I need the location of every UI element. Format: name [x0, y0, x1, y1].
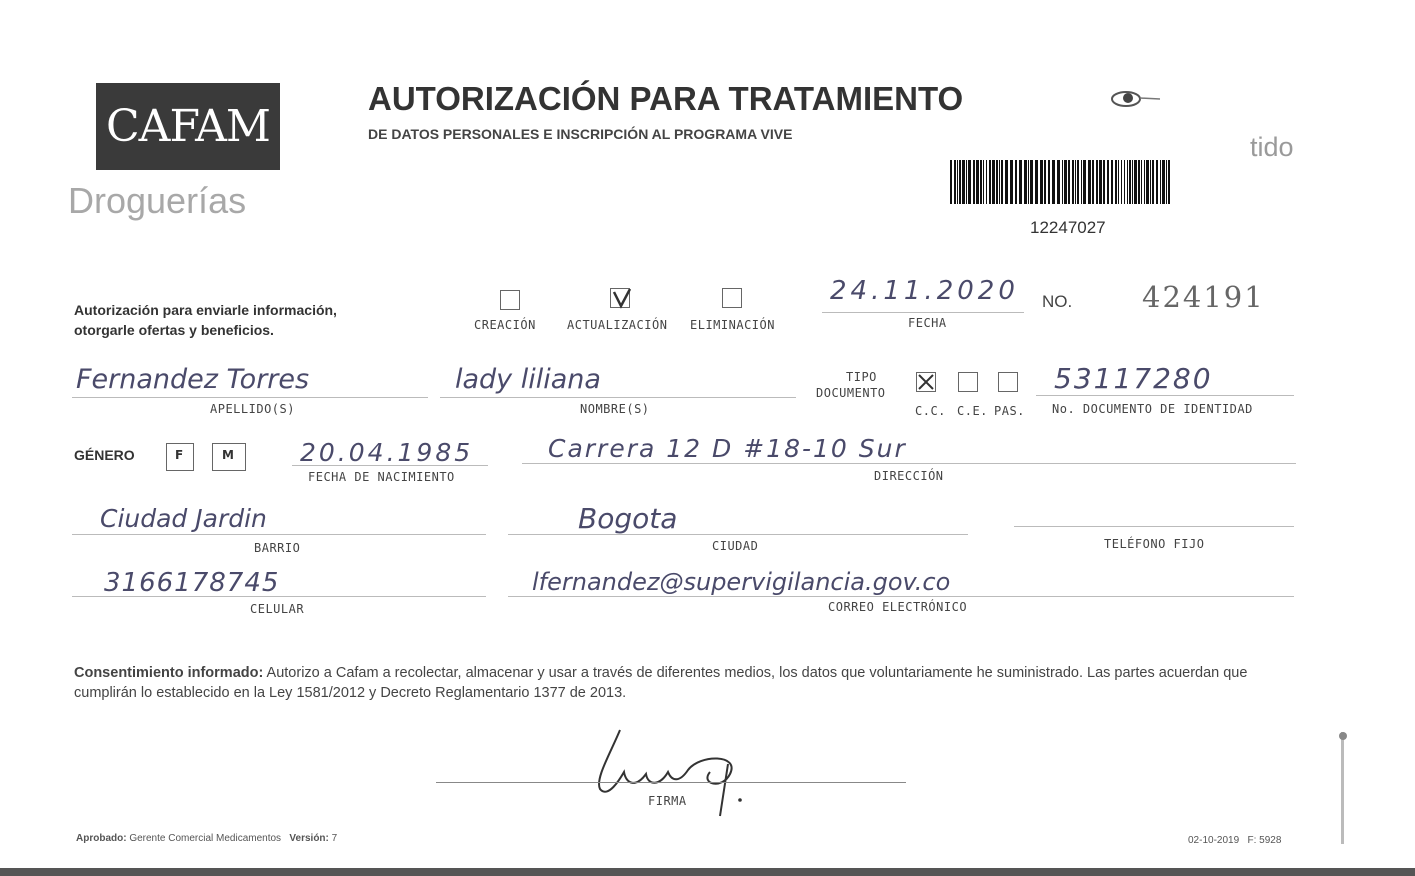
name-line [440, 397, 796, 398]
barcode-bar [989, 160, 991, 204]
barcode-bar [1134, 160, 1137, 204]
phone-line [1014, 526, 1294, 527]
bottom-edge-border [0, 868, 1415, 876]
checkbox-eliminacion[interactable] [722, 288, 742, 308]
barcode-bar [1111, 160, 1113, 204]
barcode-bar [1129, 160, 1131, 204]
barcode-bar [1160, 160, 1161, 204]
barcode-bar [1118, 160, 1119, 204]
footer-form-code: F: 5928 [1247, 835, 1282, 846]
barcode-bar [1052, 160, 1055, 204]
checkbox-cc[interactable] [916, 372, 936, 392]
address-label: DIRECCIÓN [874, 469, 944, 483]
barcode-bar [1083, 160, 1086, 204]
barcode-bar [1092, 160, 1094, 204]
barcode-bar [1103, 160, 1105, 204]
consent-title: Consentimiento informado: [74, 665, 264, 681]
barcode-bar [1077, 160, 1079, 204]
form-subtitle: DE DATOS PERSONALES E INSCRIPCIÓN AL PROGRAMA VIVE [368, 126, 793, 142]
barcode-bar [1024, 160, 1027, 204]
label-creacion: CREACIÓN [474, 318, 536, 332]
barcode-bar [1156, 160, 1158, 204]
barcode-bar [1141, 160, 1142, 204]
checkbox-creacion[interactable] [500, 290, 520, 310]
barcode-bar [1088, 160, 1091, 204]
authorization-label-line2: otorgarle ofertas y beneficios. [74, 322, 274, 338]
brand-name: Droguerías [68, 180, 247, 221]
barcode-bar [1044, 160, 1046, 204]
barcode-bar [1072, 160, 1074, 204]
barcode-bar [1099, 160, 1102, 204]
barcode-number: 12247027 [1030, 218, 1106, 237]
address-value[interactable]: Carrera 12 D #18-10 Sur [548, 434, 907, 463]
barcode-bar [1068, 160, 1070, 204]
barcode-bar [1015, 160, 1017, 204]
barcode-bar [1028, 160, 1029, 204]
barcode-bar [1001, 160, 1003, 204]
barcode-bar [950, 160, 952, 204]
birth-value[interactable]: 20.04.1985 [300, 438, 474, 467]
barcode-bar [996, 160, 998, 204]
barrio-label: BARRIO [254, 541, 301, 555]
barcode-bar [976, 160, 979, 204]
eye-logo-icon [1104, 88, 1164, 110]
barrio-line [72, 534, 486, 535]
cell-value[interactable]: 3166178745 [104, 568, 280, 598]
barcode-bar [1127, 160, 1128, 204]
barcode-bar [959, 160, 961, 204]
address-line [522, 463, 1296, 464]
barcode-bar [1132, 160, 1133, 204]
name-value[interactable]: lady liliana [455, 364, 601, 395]
gender-m-label: M [222, 448, 234, 462]
barcode-bar [986, 160, 987, 204]
barcode-bar [1107, 160, 1109, 204]
barcode-bar [999, 160, 1000, 204]
birth-label: FECHA DE NACIMIENTO [308, 470, 455, 484]
label-cc: C.C. [915, 404, 946, 418]
barrio-value[interactable]: Ciudad Jardin [100, 504, 267, 533]
barcode-bar [1019, 160, 1022, 204]
barcode-bar [1138, 160, 1140, 204]
birth-line [292, 465, 488, 466]
checkbox-ce[interactable] [958, 372, 978, 392]
name-label: NOMBRE(S) [580, 402, 650, 416]
side-print-mark [1335, 728, 1351, 848]
surname-label: APELLIDO(S) [210, 402, 295, 416]
label-ce: C.E. [957, 404, 988, 418]
form-title: AUTORIZACIÓN PARA TRATAMIENTO [368, 80, 964, 117]
barcode-bar [962, 160, 965, 204]
barcode [948, 160, 1174, 204]
barcode-bar [992, 160, 995, 204]
email-label: CORREO ELECTRÓNICO [828, 600, 968, 614]
barcode-bar [1057, 160, 1060, 204]
x-mark-icon [917, 373, 935, 391]
date-label: FECHA [908, 316, 947, 330]
consent-paragraph [74, 663, 1294, 703]
barcode-bar [1096, 160, 1098, 204]
label-pas: PAS. [994, 404, 1025, 418]
barcode-bar [1040, 160, 1043, 204]
check-mark-icon [611, 289, 631, 309]
cell-label: CELULAR [250, 602, 305, 616]
city-value[interactable]: Bogota [578, 502, 678, 535]
barcode-bar [1062, 160, 1063, 204]
doc-type-label-2: DOCUMENTO [816, 386, 886, 400]
date-value: 24.11.2020 [830, 276, 1019, 306]
barcode-bar [973, 160, 975, 204]
footer-date-code: 02-10-2019 [1188, 835, 1240, 846]
signature-line [436, 782, 906, 783]
doc-number-value[interactable]: 53117280 [1054, 362, 1213, 395]
barcode-bar [957, 160, 958, 204]
barcode-bar [1152, 160, 1154, 204]
barcode-bar [1081, 160, 1082, 204]
barcode-bar [966, 160, 967, 204]
barcode-bar [1166, 160, 1167, 204]
barcode-bar [1030, 160, 1033, 204]
gender-label: GÉNERO [74, 447, 135, 463]
barcode-bar [1168, 160, 1170, 204]
footer-approved [76, 833, 337, 844]
barcode-bar [1075, 160, 1076, 204]
barcode-bar [1150, 160, 1151, 204]
surname-value[interactable]: Fernandez Torres [76, 364, 310, 395]
barcode-bar [1146, 160, 1149, 204]
doc-number-label: No. DOCUMENTO DE IDENTIDAD [1052, 402, 1253, 416]
barcode-bar [1115, 160, 1117, 204]
consent-text: Autorizo a Cafam a recolectar, almacenar y usar a través de diferentes medios, los datos que voluntariamente he suministrado. Las partes acuerdan que cumplirán lo establecido en la Ley 1581/2012 y Decreto Reglamentario 1377 de 2013. [74, 665, 1248, 701]
version-value: 7 [331, 833, 338, 844]
barcode-bar [1010, 160, 1013, 204]
cafam-logo: CAFAM [106, 101, 270, 152]
email-value[interactable]: lfernandez@supervigilancia.gov.co [532, 568, 951, 596]
date-line [822, 312, 1024, 313]
footer-codes [1188, 835, 1281, 846]
checkbox-pas[interactable] [998, 372, 1018, 392]
signature-label: FIRMA [648, 794, 687, 808]
cropped-text-fragment: tido [1250, 132, 1294, 162]
label-actualizacion: ACTUALIZACIÓN [567, 318, 668, 332]
barcode-bar [954, 160, 956, 204]
barcode-bar [1064, 160, 1067, 204]
phone-label: TELÉFONO FIJO [1104, 537, 1205, 551]
barcode-bar [1144, 160, 1145, 204]
barcode-bar [1124, 160, 1125, 204]
gender-f-label: F [175, 448, 184, 462]
barcode-bar [1005, 160, 1008, 204]
doc-number-line [1036, 395, 1294, 396]
cell-line [72, 596, 486, 597]
barcode-bar [983, 160, 984, 204]
barcode-bar [1162, 160, 1165, 204]
barcode-bar [980, 160, 982, 204]
city-label: CIUDAD [712, 539, 759, 553]
email-line [508, 596, 1294, 597]
barcode-bar [968, 160, 971, 204]
surname-line [72, 397, 428, 398]
form-number: 424191 [1142, 280, 1265, 314]
barcode-bar [1048, 160, 1050, 204]
approved-label: Aprobado: [76, 833, 127, 844]
barcode-bar [1121, 160, 1122, 204]
no-label: NO. [1042, 292, 1073, 311]
city-line [508, 534, 968, 535]
version-label: Versión: [289, 833, 329, 844]
barcode-bar [1035, 160, 1038, 204]
checkbox-actualizacion[interactable] [610, 288, 630, 308]
approved-value: Gerente Comercial Medicamentos [129, 833, 282, 844]
doc-type-label-1: TIPO [846, 370, 877, 384]
label-eliminacion: ELIMINACIÓN [690, 318, 775, 332]
authorization-label-line1: Autorización para enviarle información, [74, 302, 337, 318]
